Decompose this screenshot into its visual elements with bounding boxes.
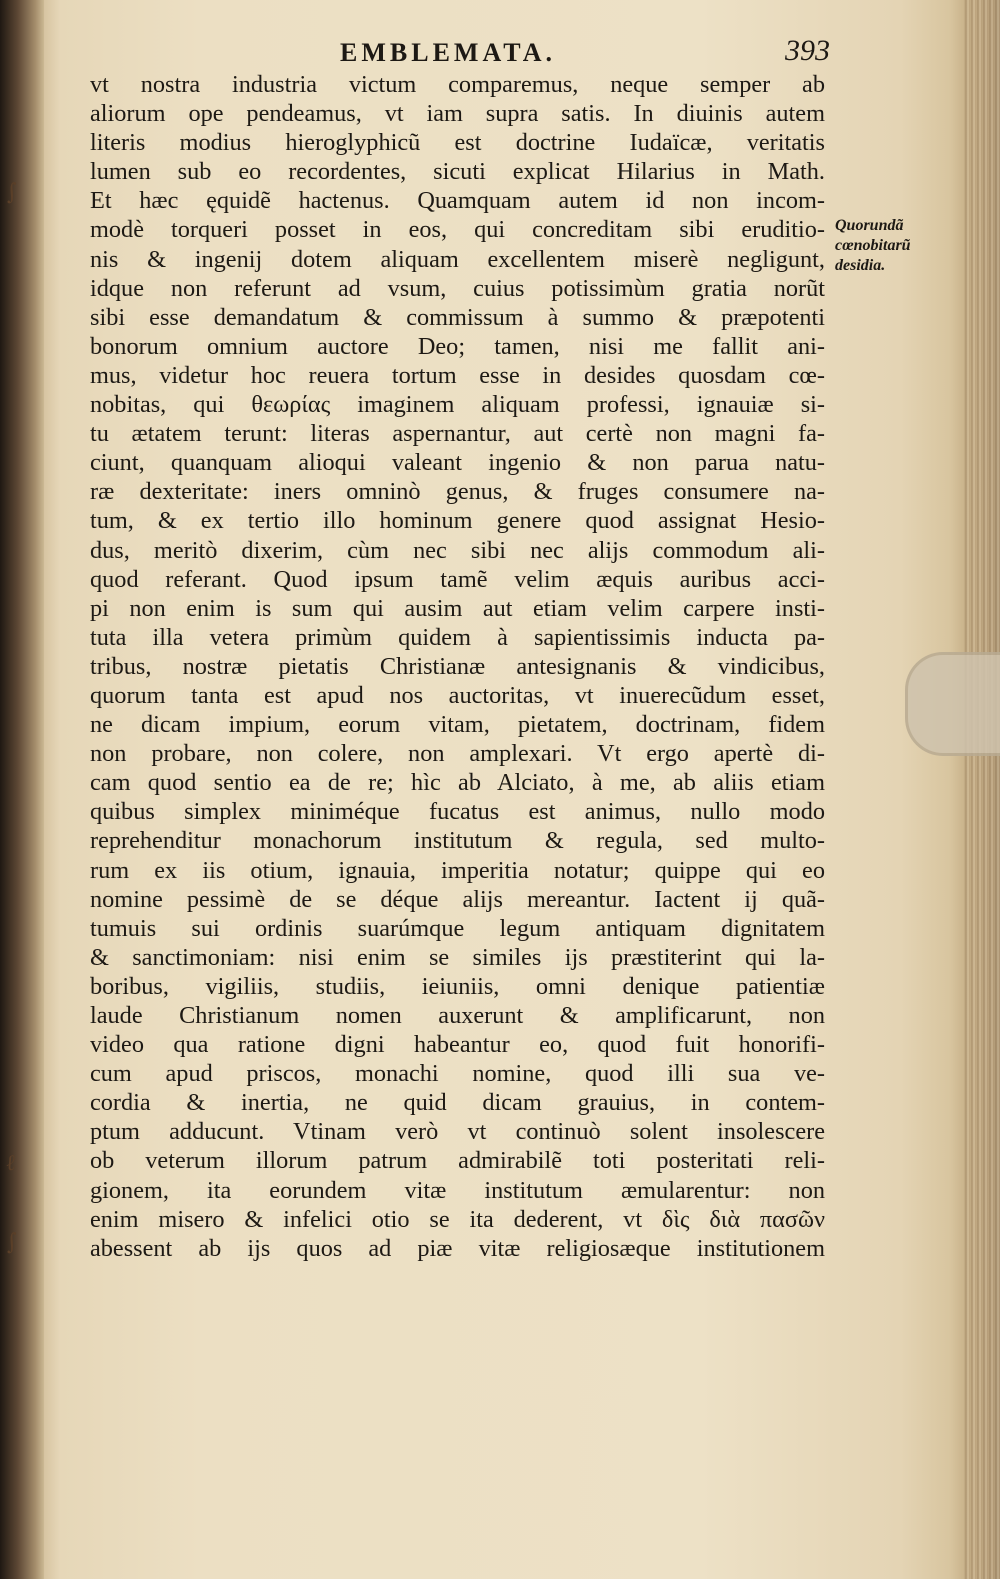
bookmark-clip [905,652,1000,756]
text-line: nis & ingenij dotem aliquam excellentem miserè negligunt, [90,245,825,273]
text-line: sibi esse demandatum & commissum à summo & præpotenti [90,303,825,331]
margin-note-line: cœnobitarũ [835,237,911,254]
text-line: literis modius hieroglyphicũ est doctrine Iudaïcæ, veritatis [90,129,825,157]
text-line: quod referant. Quod ipsum tamẽ velim æquis auribus acci- [90,565,825,593]
text-line: tuta illa vetera primùm quidem à sapientissimis inducta pa- [90,623,825,651]
text-line: pi non enim is sum qui ausim aut etiam velim carpere insti- [90,594,825,622]
text-line: video qua ratione digni habeantur eo, quod fuit honorifi- [90,1031,825,1059]
text-line: nobitas, qui θεωρίας imaginem aliquam professi, ignauiæ si- [90,391,825,419]
text-line: tu ætatem terunt: literas aspernantur, aut certè non magni fa- [90,420,825,448]
page-number: 393 [785,34,830,67]
text-line: enim misero & infelici otio se ita dederent, vt δὶς διὰ πασῶν [90,1205,825,1233]
body-text [90,70,825,1263]
margin-note-line: desidia. [835,257,886,274]
text-line: rum ex iis otium, ignauia, imperitia notatur; quippe qui eo [90,856,825,884]
text-line: tum, & ex tertio illo hominum genere quod assignat Hesio- [90,507,825,535]
text-line: abessent ab ijs quos ad piæ vitæ religiosæque institutionem [90,1234,825,1262]
text-line: tribus, nostræ pietatis Christianæ antesignanis & vindicibus, [90,652,825,680]
text-line: gionem, ita eorundem vitæ institutum æmularentur: non [90,1176,825,1204]
page-header [90,34,830,72]
text-line: aliorum ope pendeamus, vt iam supra satis. In diuinis autem [90,100,825,128]
text-line: & sanctimoniam: nisi enim se similes ijs præstiterint qui la- [90,943,825,971]
margin-note [835,216,925,276]
text-line: reprehenditur monachorum institutum & regula, sed multo- [90,827,825,855]
facing-page-scrawl: ℓ [4,1150,17,1177]
text-line: cordia & inertia, ne quid dicam grauius, in contem- [90,1089,825,1117]
text-line: ne dicam impium, eorum vitam, pietatem, doctrinam, fidem [90,711,825,739]
text-line: cum apud priscos, monachi nomine, quod illi sua ve- [90,1060,825,1088]
text-line: cam quod sentio ea de re; hìc ab Alciato, à me, ab aliis etiam [90,769,825,797]
text-line: bonorum omnium auctore Deo; tamen, nisi me fallit ani- [90,332,825,360]
text-line: idque non referunt ad vsum, cuius potissimùm gratia norũt [90,274,825,302]
text-line: lumen sub eo recordentes, sicuti explicat Hilarius in Math. [90,158,825,186]
book-gutter [0,0,44,1579]
text-line: dus, meritò dixerim, cùm nec sibi nec alijs commodum ali- [90,536,825,564]
facing-page-scrawl: ∫ [4,179,19,206]
text-line: ob veterum illorum patrum admirabilẽ toti posteritati reli- [90,1147,825,1175]
text-line: quorum tanta est apud nos auctoritas, vt inuerecũdum esset, [90,681,825,709]
text-line: non probare, non colere, non amplexari. Vt ergo apertè di- [90,740,825,768]
text-line: quibus simplex miniméque fucatus est animus, nullo modo [90,798,825,826]
text-line: ptum adducunt. Vtinam verò vt continuò solent insolescere [90,1118,825,1146]
text-line: ræ dexteritate: iners omninò genus, & fruges consumere na- [90,478,825,506]
running-title: EMBLEMATA. [340,38,556,67]
text-line: laude Christianum nomen auxerunt & amplificarunt, non [90,1002,825,1029]
text-line: Et hæc ęquidẽ hactenus. Quamquam autem id non incom- [90,187,825,215]
text-line: vt nostra industria victum comparemus, neque semper ab [90,71,825,98]
text-line: ciunt, quanquam alioqui valeant ingenio & non parua natu- [90,449,825,477]
page-edges [964,0,1000,1579]
text-line: tumuis sui ordinis suarúmque legum antiquam dignitatem [90,914,825,942]
margin-note-line: Quorundã [835,217,904,234]
text-line: mus, videtur hoc reuera tortum esse in desides quosdam cœ- [90,361,825,389]
text-line: nomine pessimè de se déque alijs mereantur. Iactent ij quã- [90,885,825,913]
facing-page-scrawl: ∫ [4,1229,19,1256]
text-line: boribus, vigiliis, studiis, ieiuniis, omni denique patientiæ [90,972,825,1000]
text-line: modè torqueri posset in eos, qui concreditam sibi eruditio- [90,216,825,244]
